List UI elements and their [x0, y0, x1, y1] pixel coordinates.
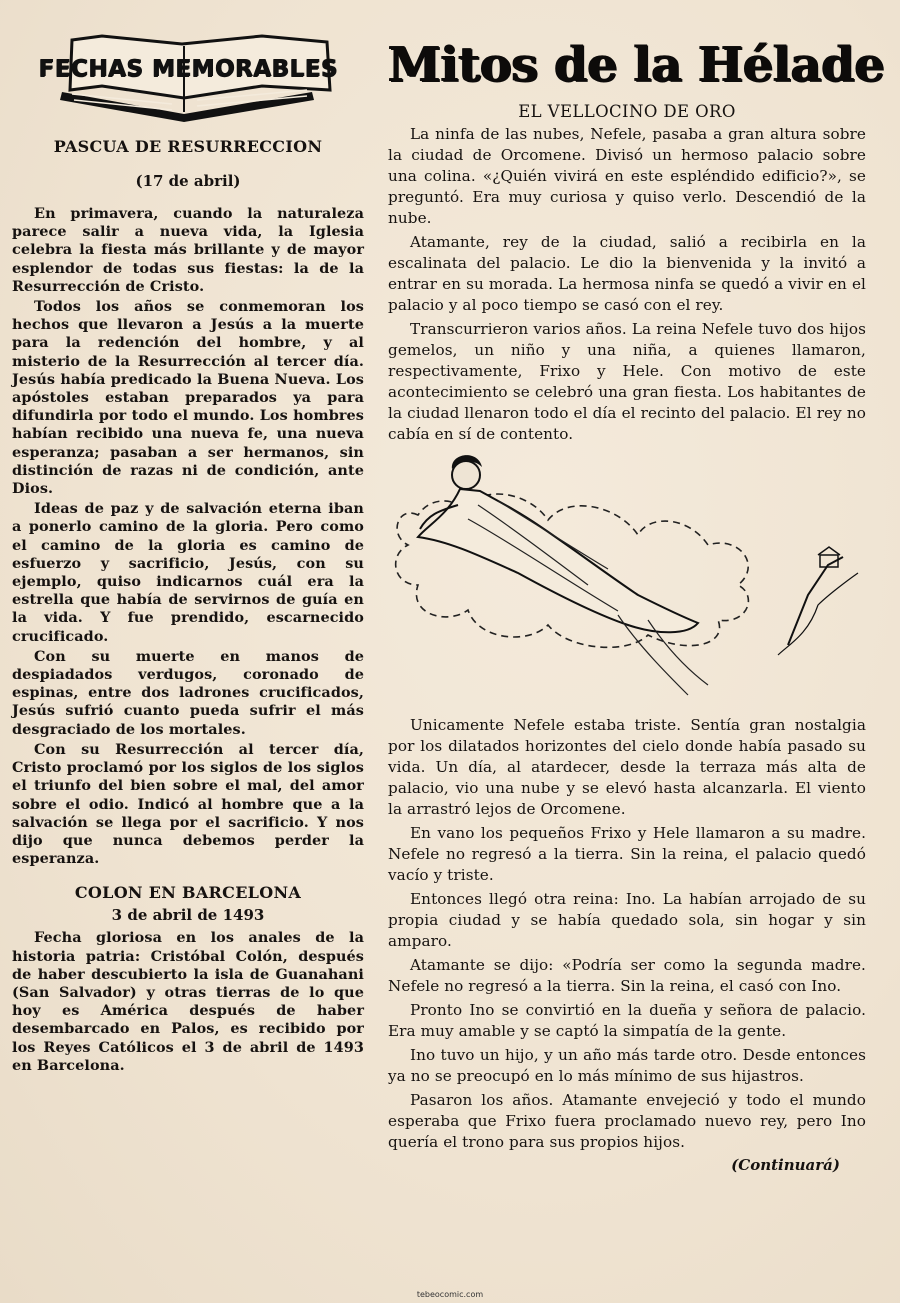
pascua-paragraph: En primavera, cuando la naturaleza parece salir a nueva vida, la Iglesia celebra la fiesta más brillante y de mayor esplendor de todas sus fiestas: la de la Resurrección de Cristo. — [12, 205, 364, 295]
story-title: EL VELLOCINO DE ORO — [518, 102, 736, 121]
colon-date: 3 de abril de 1493 — [111, 906, 265, 925]
nefele-illustration — [388, 445, 866, 715]
fechas-memorables-header — [12, 30, 364, 128]
pascua-paragraph: Ideas de paz y de salvación eterna iban a ponerlo camino de la gloria. Pero como el camino de la gloria es camino de esfuerzo y sacrificio, Jesús, con su ejemplo, quiso indicarnos cuál era la estrella que había de servirnos de guía en la vida. Y fue prendido, escarnecido crucificado. — [12, 500, 364, 645]
story-paragraph: Pasaron los años. Atamante envejeció y todo el mundo esperaba que Frixo fuera proclamado nuevo rey, pero Ino quería el trono para sus propios hijos. — [388, 1091, 866, 1151]
pascua-title: PASCUA DE RESURRECCION — [53, 137, 323, 156]
story-paragraph: Atamante, rey de la ciudad, salió a recibirla en la escalinata del palacio. Le dio la bienvenida y la invitó a entrar en su morada. La hermosa ninfa se quedó a vivir en el palacio y al poco tiempo se casó con el rey. — [388, 233, 866, 314]
mitos-header-title: Mitos de la Hélade — [388, 37, 885, 93]
fechas-memorables-title: FECHAS MEMORABLES — [38, 56, 338, 82]
story-paragraph: Pronto Ino se convirtió en la dueña y señora de palacio. Era muy amable y se captó la simpatía de la gente. — [388, 1001, 866, 1040]
mitos-column — [388, 30, 885, 1175]
continued-label: (Continuará) — [731, 1156, 840, 1174]
colon-title: COLON EN BARCELONA — [74, 883, 302, 903]
fechas-memorables-column — [12, 30, 364, 1075]
story-paragraph: En vano los pequeños Frixo y Hele llamaron a su madre. Nefele no regresó a la tierra. Sin la reina, el palacio quedó vacío y triste. — [388, 824, 866, 884]
pascua-date: (17 de abril) — [135, 172, 241, 190]
nymph-on-cloud-icon — [388, 445, 866, 715]
story-paragraph: Ino tuvo un hijo, y un año más tarde otro. Desde entonces ya no se preocupó en lo más mínimo de sus hijastros. — [388, 1046, 866, 1085]
story-paragraph: Unicamente Nefele estaba triste. Sentía gran nostalgia por los dilatados horizontes del cielo donde había pasado su vida. Un día, al atardecer, desde la terraza más alta de palacio, vio una nube y se elevó hasta alcanzarla. El viento la arrastró lejos de Orcomene. — [388, 716, 866, 818]
colon-paragraph: Fecha gloriosa en los anales de la historia patria: Cristóbal Colón, después de haber descubierto la isla de Guanahani (San Salvador) y otras tierras de lo que hoy es América después de haber desembarcado en Palos, es recibido por los Reyes Católicos el 3 de abril de 1493 en Barcelona. — [12, 929, 364, 1074]
pascua-paragraph: Con su Resurrección al tercer día, Cristo proclamó por los siglos de los siglos el triunfo del bien sobre el mal, del amor sobre el odio. Indicó al hombre que a la salvación se llega por el sacrificio. Y nos dijo que nunca debemos perder la esperanza. — [12, 740, 364, 868]
story-paragraph: Entonces llegó otra reina: Ino. La habían arrojado de su propia ciudad y se había quedado sola, sin hogar y sin amparo. — [388, 890, 866, 950]
story-paragraph: Atamante se dijo: «Podría ser como la segunda madre. Nefele no regresó a la tierra. Sin la reina, el casó con Ino. — [388, 956, 866, 995]
pascua-paragraph: Todos los años se conmemoran los hechos que llevaron a Jesús a la muerte para la redención del hombre, y al misterio de la Resurrección al tercer día. Jesús había predicado la Buena Nueva. Los apóstoles estaban preparados ya para difundirla por todo el mundo. Los hombres habían recibido una nueva fe, una nueva esperanza; pasaban a ser hermanos, sin distinción de razas ni de condición, ante Dios. — [12, 298, 364, 498]
source-footer: tebeocomic.com — [416, 1290, 484, 1299]
pascua-paragraph: Con su muerte en manos de despiadados verdugos, coronado de espinas, entre dos ladrones crucificados, Jesús sufrió cuanto pueda sufrir el más desgraciado de los mortales. — [12, 647, 364, 738]
story-paragraph: La ninfa de las nubes, Nefele, pasaba a gran altura sobre la ciudad de Orcomene. Divisó un hermoso palacio sobre una colina. «¿Quién vivirá en este espléndido edificio?», se preguntó. Era muy curiosa y quiso verlo. Descendió de la nube. — [388, 125, 866, 227]
story-paragraph: Transcurrieron varios años. La reina Nefele tuvo dos hijos gemelos, un niño y una niña, a quienes llamaron, respectivamente, Frixo y Hele. Con motivo de este acontecimiento se celebró una gran fiesta. Los habitantes de la ciudad llenaron todo el día el recinto del palacio. El rey no cabía en sí de contento. — [388, 320, 866, 443]
